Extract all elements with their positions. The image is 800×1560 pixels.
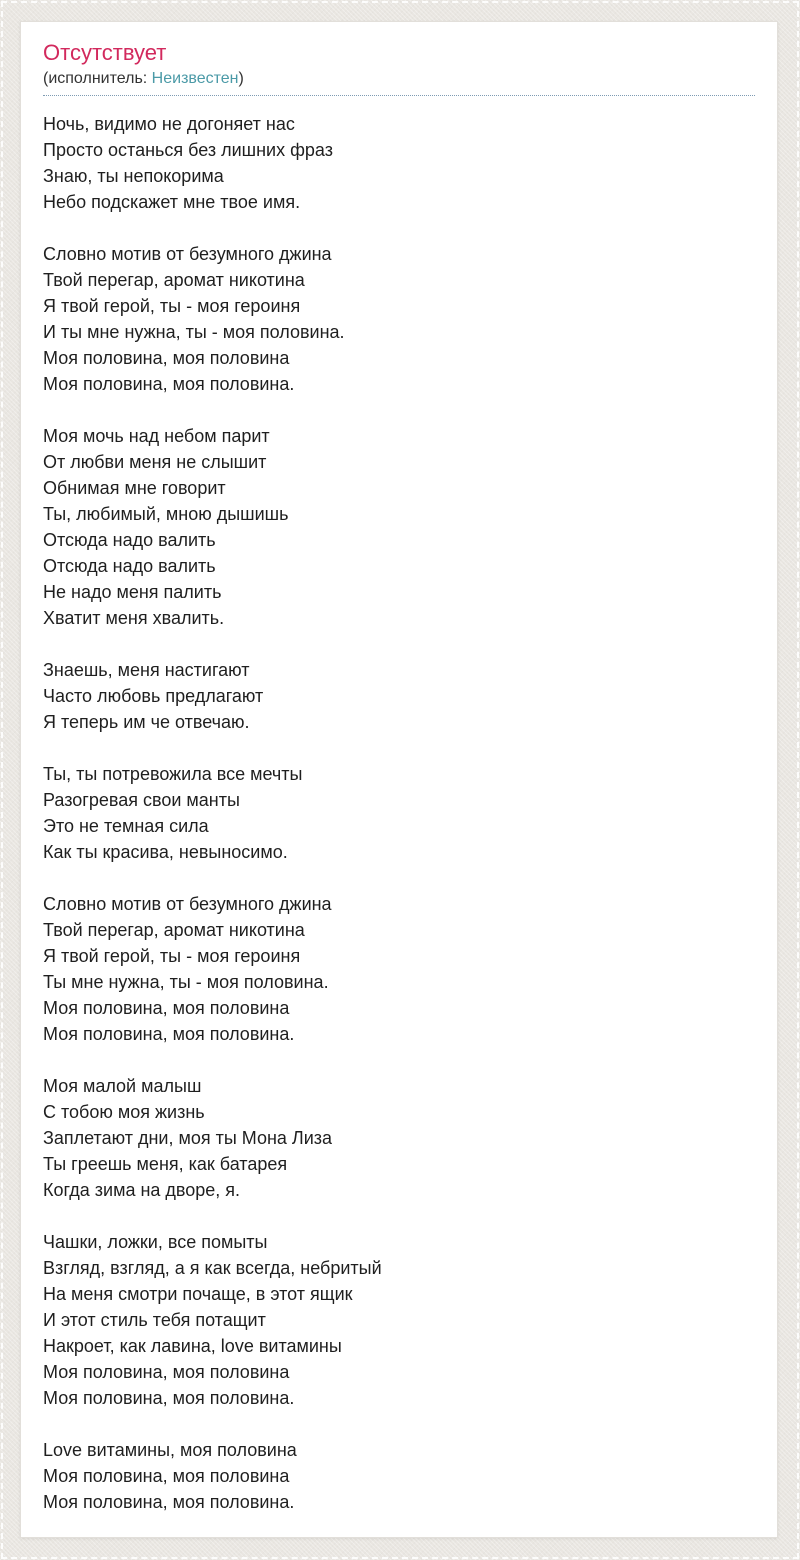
lyric-line: Когда зима на дворе, я. xyxy=(43,1180,241,1200)
lyric-line: Моя половина, моя половина. xyxy=(43,1388,295,1408)
lyric-line: Я твой герой, ты - моя героиня xyxy=(43,296,301,316)
lyric-line: Словно мотив от безумного джина xyxy=(43,894,332,914)
stanza xyxy=(43,761,755,865)
lyric-line: Твой перегар, аромат никотина xyxy=(43,920,305,940)
artist-label-suffix: ) xyxy=(238,70,244,87)
lyric-line: От любви меня не слышит xyxy=(43,452,267,472)
lyric-line: Ты греешь меня, как батарея xyxy=(43,1154,288,1174)
stanza xyxy=(43,891,755,1047)
lyric-line: Моя половина, моя половина. xyxy=(43,1024,295,1044)
lyric-line: Заплетают дни, моя ты Мона Лиза xyxy=(43,1128,333,1148)
artist-line xyxy=(43,70,755,96)
lyric-line: Моя мочь над небом парит xyxy=(43,426,270,446)
lyric-line: Знаю, ты непокорима xyxy=(43,166,224,186)
lyric-line: Моя половина, моя половина xyxy=(43,348,290,368)
lyric-line: Моя половина, моя половина. xyxy=(43,374,295,394)
artist-label: (исполнитель: xyxy=(43,70,152,87)
song-title: Отсутствует xyxy=(43,40,167,65)
lyric-line: Часто любовь предлагают xyxy=(43,686,264,706)
stanza xyxy=(43,1229,755,1411)
lyrics-card xyxy=(20,21,778,1538)
lyric-line: Ты мне нужна, ты - моя половина. xyxy=(43,972,329,992)
stanza xyxy=(43,1073,755,1203)
lyric-line: Моя половина, моя половина. xyxy=(43,1492,295,1512)
song-header xyxy=(21,22,777,96)
stanza xyxy=(43,657,755,735)
lyrics xyxy=(21,96,777,1543)
lyric-line: На меня смотри почаще, в этот ящик xyxy=(43,1284,353,1304)
lyric-line: Хватит меня хвалить. xyxy=(43,608,225,628)
lyric-line: Это не темная сила xyxy=(43,816,209,836)
lyric-line: Моя половина, моя половина xyxy=(43,998,290,1018)
lyric-line: С тобою моя жизнь xyxy=(43,1102,205,1122)
lyric-line: Моя малой малыш xyxy=(43,1076,202,1096)
lyric-line: Отсюда надо валить xyxy=(43,530,216,550)
lyric-line: Обнимая мне говорит xyxy=(43,478,226,498)
lyric-line: Твой перегар, аромат никотина xyxy=(43,270,305,290)
lyric-line: Разогревая свои манты xyxy=(43,790,240,810)
lyric-line: И этот стиль тебя потащит xyxy=(43,1310,266,1330)
stanza xyxy=(43,1437,755,1515)
artist-link[interactable]: Неизвестен xyxy=(151,70,239,87)
stanza xyxy=(43,241,755,397)
lyric-line: Моя половина, моя половина xyxy=(43,1362,290,1382)
lyric-line: Не надо меня палить xyxy=(43,582,222,602)
lyric-line: И ты мне нужна, ты - моя половина. xyxy=(43,322,345,342)
lyric-line: Словно мотив от безумного джина xyxy=(43,244,332,264)
lyric-line: Love витамины, моя половина xyxy=(43,1440,297,1460)
lyric-line: Взгляд, взгляд, а я как всегда, небритый xyxy=(43,1258,382,1278)
lyric-line: Чашки, ложки, все помыты xyxy=(43,1232,268,1252)
lyric-line: Как ты красива, невыносимо. xyxy=(43,842,288,862)
stanza xyxy=(43,423,755,631)
lyric-line: Отсюда надо валить xyxy=(43,556,216,576)
lyric-line: Моя половина, моя половина xyxy=(43,1466,290,1486)
lyric-line: Просто останься без лишних фраз xyxy=(43,140,333,160)
lyric-line: Ночь, видимо не догоняет нас xyxy=(43,114,295,134)
stanza xyxy=(43,111,755,215)
lyric-line: Ты, любимый, мною дышишь xyxy=(43,504,289,524)
lyric-line: Накроет, как лавина, love витамины xyxy=(43,1336,342,1356)
lyric-line: Ты, ты потревожила все мечты xyxy=(43,764,303,784)
lyric-line: Я теперь им че отвечаю. xyxy=(43,712,250,732)
lyric-line: Я твой герой, ты - моя героиня xyxy=(43,946,301,966)
lyric-line: Знаешь, меня настигают xyxy=(43,660,250,680)
lyric-line: Небо подскажет мне твое имя. xyxy=(43,192,301,212)
